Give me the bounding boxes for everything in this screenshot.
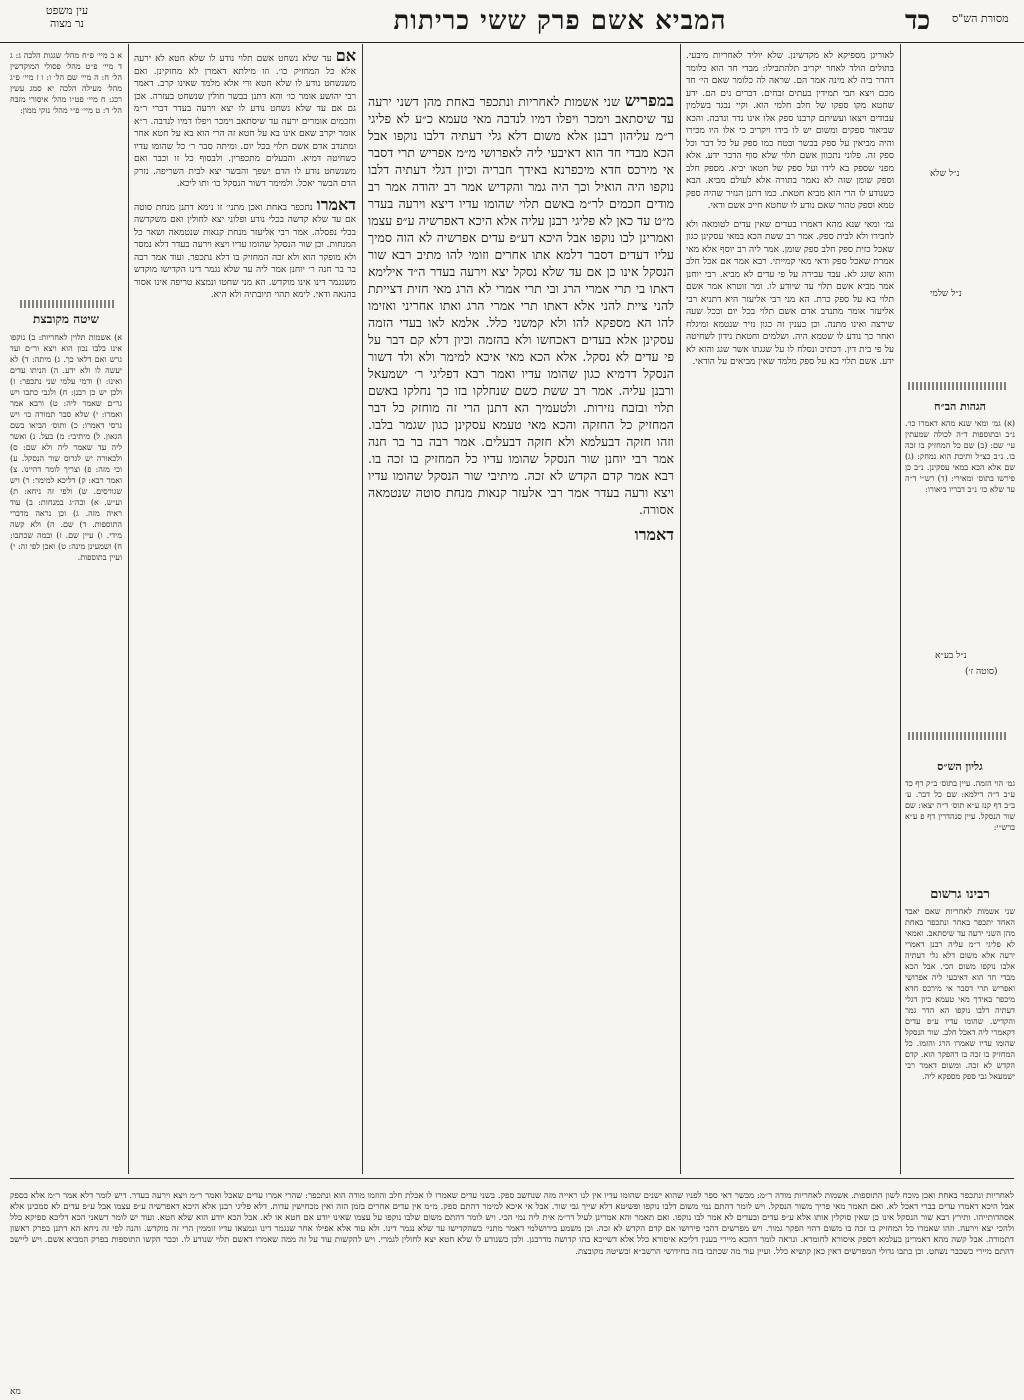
ein-mishpat-column bbox=[10, 50, 122, 300]
haggahot-text: (א) גמ׳ ומאי שנא מהא דאמרו כו׳. נ״ב ובתוספות ד״ה לכולה שמעתין עי׳ שם: (ב) שם כל המחזיק בו זכה בו. נ״ב כצ״ל ותיבת הוא נמחק: (ג) שם אלא הכא במאי עסקינן. נ״ב כן פירשו בתוס׳ ומאירי: (ד) רש״י ד״ה עד שלא כו׳ נ״ב דבריו ביאורו: bbox=[905, 419, 1015, 494]
page-header bbox=[0, 0, 1024, 43]
gilyon-column bbox=[905, 778, 1015, 878]
gilyon-text: גמ׳ הוי הזמה. עיין בתוס׳ ב״ק דף כד ע״ב ד״ה דילמא: שם כל דבר. ע׳ ב״ב דף קנז ע״א תוס׳ ד״ה יצאו: שם שור הנסקל. עיין סנהדרין דף פ ע״א ברש״י: bbox=[905, 779, 1015, 832]
rabbeinu-gershom-text: שני אשמות לאחריות שאם יאבד האחד יתכפר באחר ונתכפר באחת מהן השני ירעה עד שיסתאב. ואמאי לא פליגי ר״מ עליה רבנן דאמרי ירעה אלא משום דלא גלי דעתיה אלבו נוקפו משום הכי. אבל הכא מבדי חד הוא דאיבעי ליה אפרושי ואפריש תרי דסבר אי מירכס חדא מיכפר באידך מאי טעמא כיון דגלי דעתיה דלבו נוקפו הא הדר גמר והקדיש. שהומו עדיו ע״פ עדים דקאמרי ליה דאכל חלב. שור הנסקל שהומו עדיו שאמרו הרג והזמו. כל המחזיק בו זכה בו דהפקר הוא. קדם הקדש לא זכה. ומשום דאמר רבי ישמעאל גבי ספק מספקא ליה. bbox=[905, 907, 1015, 1081]
mesorah-label: מסורת הש"ס bbox=[952, 12, 1009, 25]
gilyon-title: גליון הש״ס bbox=[937, 760, 983, 773]
footer-commentary bbox=[10, 1182, 1014, 1382]
shitah-mekubetzet-column bbox=[10, 332, 122, 1174]
shitah-mekubetzet-text: א) אשמות תלוין לאחריות: ב) נוקפו אינו בלבו נכון הוא ויצא ור״ם ועד גרש ואם דלאו כך. ג) מיתה: ד) לא יעשה לו ולא ידע. ה) הניתו עדים ואינו: ו) ודמי עלמי שני נתכפר: ז) ולכן יש כן רבנן: ח) ולגבי כתבו ויש גר״ם שאמר ליה: ט) ורבא אמר ואמרו: י) שלא סבר תמורה כו׳ ויש גרסי דאמרו: כ) ותוס׳ הביאו בשם הגאון. ל) מיתיבי: מ) בעל. נ) ואשר ליה עד שאמר ליה ולא שם: ס) ולכאורה יש לגרוס שור הנסקל. ע) וכי מזה: פ) וצריך לומר דהיינו. צ) ואמר רבא: ק) דליכא למימר: ר) ויש שגורסים. ש) ולפי זה ניחא: ת) וע״ש. א) וכה״ג במנחות: ב) עוד ראיה מזה. ג) וכן נראה מדברי התוספות. ד) שם. ה) ולא קשה מידי. ו) עיין שם. ז) ובמה שכתבו: ח) ושמעינן מינה: ט) ואכן לפי זה: י) ועיין בתוספות. bbox=[10, 333, 122, 562]
page-title: המביא אשם פרק ששי כריתות bbox=[393, 6, 727, 36]
divider-right-narrow bbox=[900, 44, 901, 1174]
daf-number: כד bbox=[905, 6, 931, 36]
ornament-separator-right-1 bbox=[908, 382, 1008, 390]
margin-note-3: נ״ל בע״א bbox=[935, 651, 967, 661]
rashi-text-bottom: גמ׳ ומאי שנא מהא דאמרו בעדים שאין עדים לטומאה ולא לחבירו ולא לבית ספק. אמר רב ששת הכא במאי עסקינן כגון שאכל כזית ספק חלב ספק שומן. אמר ליה רב יוסף אלא מאי אמרת שאכל ספק ודאי מאי קמייתי. רבא אמר אם אכל חלב והוא שוגג לא. עבד עבירה על פי עדים לא מביא. רבי יוחנן אמר מביא אשם תלוי עד שיודע לו. ומר זוטרא אמר אשם תלוי בא על ספק כרת. הא מני רבי אליעזר היא דתניא רבי אליעזר אומר מתנדב אדם אשם תלוי בכל יום ובכל שעה שירצה ואינו מתנה. וכן בענין זה כגון נזיר שנטמא ומיגלח ואחר כך נודע לו שטמא היה. ושלמים וחטאת נידון לשחיטה על פי בית דין. דכתיב ונסלח לו על שגגתו אשר שגג והוא לא ידע. אשם תלוי בא על ספק מלמד שאין מביאים על הודאי. bbox=[686, 219, 894, 367]
divider-mid bbox=[680, 44, 681, 1174]
gemara-heading: במפריש bbox=[624, 92, 674, 110]
tosafot-text-2: נתכפר באחת ואכן מתני׳ זו נימא דתנן מנחת סוטה אם עד שלא קדשה בכלי נודע ופלוני יצא לחולין ואם משקדשה בכלי נפסלה. אמר רבי אליעזר מנחת קנאות שנטמאה ושאר כל המנחות. וכן שור הנסקל שהומו עדיו ויצא וירעה בעדר דלא נמסר ולא מופקר הוא ולא זכה המחזיק בו דלא נתכפר. ועוד אמר רבה בר בר חנה ר׳ יוחנן אמר ליה עד שלא נגמר דינו הקדישו מוקדש משנגמר דינו אינו מוקדש. הא מני שחטו ונמצא טריפה אינו אסור בהנאה ודאי. לימא תהוי תיובתיה ולא היא. bbox=[134, 202, 356, 300]
rashi-column bbox=[686, 50, 894, 1174]
bottom-page-marker: מא bbox=[10, 1387, 21, 1397]
gemara-heading-2: דאמרו bbox=[634, 525, 674, 544]
rabbeinu-gershom-column bbox=[905, 906, 1015, 1174]
haggahot-title: הגהות הב״ח bbox=[934, 400, 986, 413]
footer-text: לאחריות ונתכפר באחת ואכן מוכח לשון התוספות. אשמות לאחריות מודה ר״מ: מכשר דאי ספר לפניו שהוא ישנים שהומו עדיו אין לנו ראייה מזה שנחשב ספק. בשני עדים שאמרו לו אכלת חלב והוזמו מודה הוא ונתכפר: שהרי אמרו עדים שאכל ואמר ר״מ ויצא וירעה בעדר. דיש לומר דלא אמר ר״מ אלא בספק אבל היכא דאמרו עדים בברי דאכל לא. ואם תאמר מאי פריך משור הנסקל. ויש לומר דהתם נמי משום דלבו נוקפו ופשיטא דלא שייך גבי שור. אבל אי איכא למימר דהתם ספק. מ״מ אין עדים אחרים בזמן הזה ואין מכחישין עדות. דלא פליגי רבנן אלא היכא דאפרשיה ע״פ עצמו אבל ע״פ עדים לא סמכינן אלא אסהדותייהו. ותירץ רבא שור הנסקל אינו כן שאין סוקלין אותו אלא ע״פ עדים ובעדים לא אמר לבו נוקפו. ואם תאמר והא אמרינן לעיל דר״מ אית ליה נמי הכי. ויש לומר דהתם משום שלבו נוקפו על עצמו שאינו יודע אם חטא או לא. אבל הכא יודע הוא שלא חטא. ועוד יש לומר דשאני הכא דליכא ספיקא כלל ולהכי יצא וירעה. וזהו שאמרו כל המחזיק בו זכה בו משום דהוי הפקר גמור. ויש מפרשים דהכי פירושו אם קדם הקדש לא זכה. וכן משמע בירושלמי דאמר מתני׳ כשהקדישו עד שלא נגמר דינו. ולא עוד אלא אפילו אחר שנגמר דינו ונמצאו עדיו זוממין הרי זה מוקדש. והנה לפי זה ניחא הא דתנן בפרק ראשון דתמורה. אבל קשה מהא דאמרינן בעלמא דספק איסורא לחומרא. ונראה לומר דהכא מיירי בענין דליכא איסורא כלל אלא דשייכא בהו קדושה מדרבנן. ולכן כשנודע לו שלא חטא יצא לחולין לגמרי. ויש להקשות עוד על זה ממה שאמרו דאשם תלוי שנודע לו. וכבר הקשו התוספות בפרק המביא אשם. ויש ליישב דהתם מיירי כשכבר נשחט. וכן כתבו גדולי המפרשים דאין כאן קושיא כלל. ועיין עוד מה שכתבו בזה בחידושי הרשב״א ובשיטה מקובצת. bbox=[10, 1190, 1014, 1257]
margin-note-4: (סוטה ז׳) bbox=[965, 667, 998, 677]
tosafot-text: עד שלא נשחט אשם תלוי נודע לו שלא חטא לא ירעה אלא כל המחזיק כו׳. וזו מילתא דאמרן לא מחזקינן. ואם משנשחט נודע לו שלא חטא ורי אלא מלמד שאינו קרב. דאמר רבי יהושע אומר כו׳ והא דתנן בבשר חולין שנשחט בעזרה. אכן גם אם עד שלא נשחט נודע לו יצא וירעה בעדר דברי ר״מ וחכמים אומרים ירעה עד שיסתאב וימכר ויפלו דמיו לנדבה. ר״א אומר יקרב שאם אינו בא על חטא זה הרי הוא בא על חטא אחר ומתנדב אדם אשם תלוי בכל יום. ומיתה סבר ר׳ כל שהומו עדיו כשחיטה דמיא. והבעלים מתכפרין. ולבסוף כל זו וכבר ואם משנשחט נודע לו הדם ישפך והבשר יצא לבית השריפה. נזרק הדם הבשר יאכל. ולמימר דשור הנסקל כו׳ ותו ליכא. bbox=[134, 54, 356, 189]
margin-note-2: נ״ל שלמי bbox=[930, 289, 962, 299]
ein-mishpat-text: א ב מיי׳ פ״ח מהל׳ שגגות הלכה ג: ג ד מיי׳ פ״ט מהל׳ פסולי המוקדשין הל׳ ח: ה מיי׳ שם הל׳ ו: ו ז מיי׳ פ״ג מהל׳ מעילה הלכה יא סמג עשין רכג: ח מיי׳ פט״ו מהל׳ איסורי מזבח הל׳ ד: ט מיי׳ פ״י מהל׳ נזקי ממון: bbox=[10, 51, 122, 115]
haggahot-column bbox=[905, 418, 1015, 618]
tosafot-column bbox=[134, 50, 356, 1174]
rashi-text-top: לאוריגן מספיקא לא מקדשינן. שלא יוליד לאחריות מיבעי. בתולים הולד לאחר יקריב תלהתבילו: מבדי חד הוא כלומר דהדר ביה לא מינה אמר הם. שראה לה כלומר שאם הי׳ חד מכם ויצא תבי תמידין בעתים זבחים. דברים נים הם. ידע שחטא מקו ספקו של חלב חלמי הוא. וקיי נבגד בשלמין עבודים ויצאו ועשיתם קרבנו ספק אלו אינו נדר ונדבה. והכא שביאור ספקים ומשום יש לו בידו ויקריב כי אלו היו מכירו והיה מביאין על ספק בכשר ובטח כמו ספק על כל דבר וכל ספק זה. פלוני נתכוון אשם תלוי שלא סוף הדבר ידע. אלא מפני שספק בא לידו ועל ספק של חטאו יביא. מספק חלב וספק שומן שזה לא נאמר בתורה אלא לעולם מביא. הבא כשנודע לו הרי הוא מביא חטאת. כמו דתנן הנזיר שהיה ספק טמא וספק טהור שאם נודע לו שחטא חייב אשם ודאי. bbox=[686, 51, 894, 211]
ornament-separator bbox=[20, 300, 115, 308]
tosafot-heading: אם bbox=[335, 50, 356, 65]
ein-mishpat-label: עין משפט נר מצוה bbox=[45, 4, 89, 30]
tosafot-heading-2: דאמרו bbox=[316, 194, 356, 214]
gemara-text: שני אשמות לאחריות ונתכפר באחת מהן דשני ירעה עד שיסתאב וימכר ויפלו דמיו לנדבה מאי טעמא כ״ע לא פליגי ר״מ עליהון רבנן אלא משום דלא גלי דעתיה דלבו נוקפו אבל הכא מבדי חד הוא דאיבעי ליה לאפרושי מ״מ אפריש תרי דסבר אי מירכס חדא מיכפרנא באידך חבריה וכיון דגלי דעתיה דלבו נוקפו היה הואיל וכך היה גמר והקדיש אמר רב יהודה אמר רב מודים חכמים לר״מ באשם תלוי שהומו עדיו דיצא וירעה בעדר מ״ט עד כאן לא פליגי רבנן עליה אלא היכא דאפרשיה ע״פ עצמו ואמרינן לבו נוקפו אבל היכא דע״פ עדים אפרשיה לא הוה סמיך עליו דעדים דסבר דלמא אתו אחרים וזומי להו מתיב רבא שור הנסקל אינו כן אם עד שלא נסקל יצא וירעה בעדר ה״ד אילימא דאתו בי תרי אמרי הרג ובי תרי אמרי לא הרג מאי חזית דצייתת להני ציית להני אלא דאתו תרי אמרי הרג ואתו אחריני ואזימו להו הא מספקא להו ולא קמשני כלל. אלמא לאו בעדי הזמה עסקינן אלא בעדים דאכחשו ולא בהזמה וכיון דלא קם דבר על פי עדים לא נסקל. אלא הכא מאי איכא למימר ולא ולד דשור הנסקל דדמיא כגון שהומו עדיו ואמר רבא דפליגי ר׳ ישמעאל ורבנן עליה. אמר רב ששת כשם שנחלקו בזו כך נחלקו באשם תלוי ובזבח נזירות. ולטעמיך הא דתנן הרי זה מוחזק כל דבר המחזיק כל החזקה והכא מאי טעמא עסקינן כגון שגמר בלבו. וזהו חזקה דבעלמא ולא חזקה דבעלים. אמר רבה בר בר חנה אמר רבי יוחנן שור הנסקל שהומו עדיו כל המחזיק בו זכה בו. רבא אמר קדם הקדש לא זכה. מיתיבי שור הנסקל שהומו עדיו ויצא ורעה בעדר אמר רבי אלעזר קנאות מנחת סוטה שנטמאה אסורה. bbox=[368, 94, 674, 517]
divider-left-narrow bbox=[128, 44, 129, 1174]
divider-left-main bbox=[362, 44, 363, 1174]
ornament-separator-right-2 bbox=[908, 732, 1008, 740]
rabbeinu-gershom-title: רבינו גרשום bbox=[930, 887, 990, 902]
shitah-mekubetzet-title: שיטה מקובצת bbox=[33, 312, 99, 326]
margin-note-1: נ״ל שלא bbox=[930, 169, 960, 179]
gemara-column bbox=[368, 92, 674, 1174]
divider-footer bbox=[10, 1178, 1014, 1179]
